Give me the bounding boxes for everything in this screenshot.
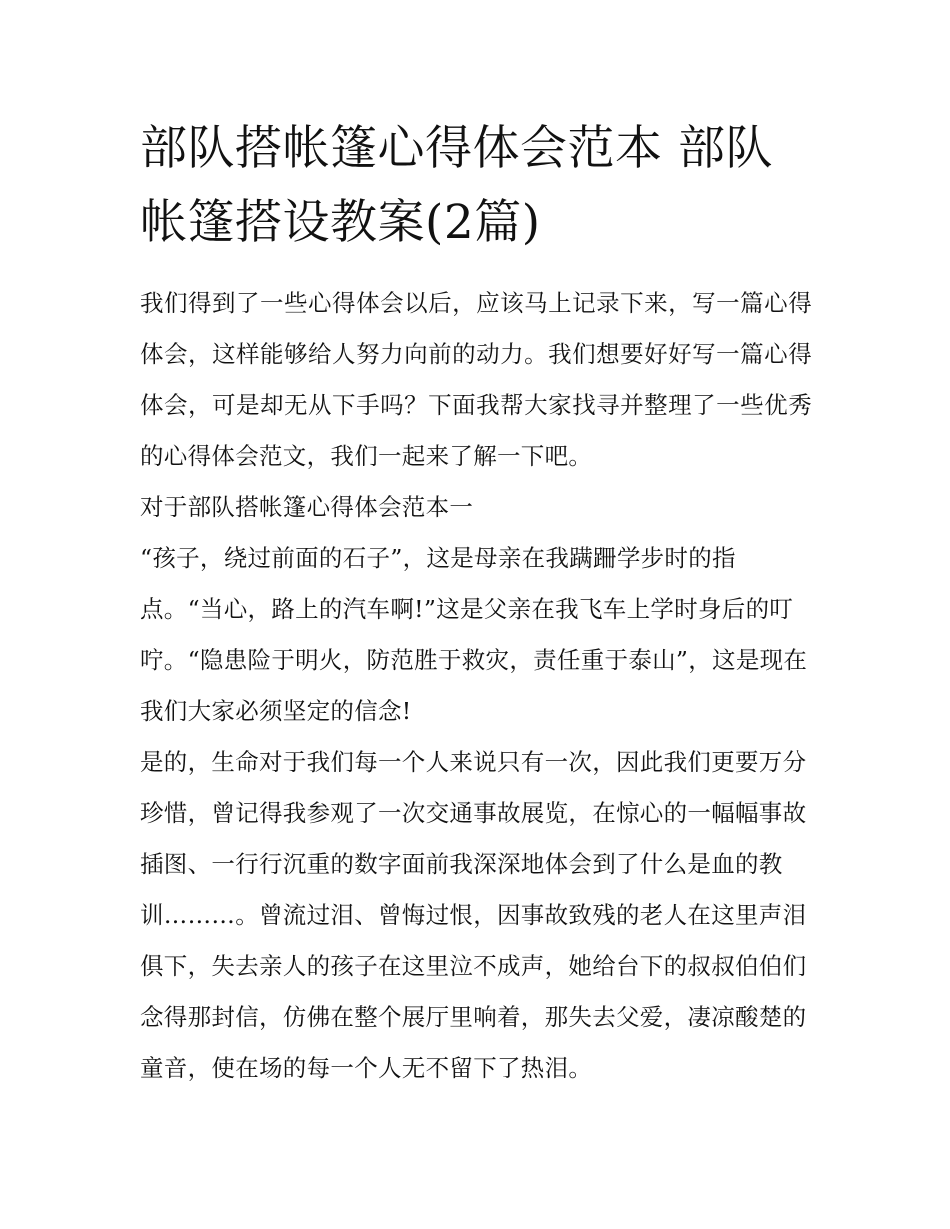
body-paragraph-2: 是的，生命对于我们每一个人来说只有一次，因此我们更要万分珍惜，曾记得我参观了一次交通事故展览，在惊心的一幅幅事故插图、一行行沉重的数字面前我深深地体会到了什么是血的教训………。曾流过泪、曾悔过恨，因事故致残的老人在这里声泪俱下，失去亲人的孩子在这里泣不成声，她给台下的叔叔伯伯们念得那封信，仿佛在整个展厅里响着，那失去父爱，凄凉酸楚的童音，使在场的每一个人无不留下了热泪。: [140, 748, 807, 1082]
intro-paragraph: 我们得到了一些心得体会以后，应该马上记录下来，写一篇心得体会，这样能够给人努力向前的动力。我们想要好好写一篇心得体会，可是却无从下手吗？下面我帮大家找寻并整理了一些优秀的心得体会范文，我们一起来了解一下吧。: [140, 289, 812, 470]
body-paragraph-1: “孩子，绕过前面的石子”，这是母亲在我蹒跚学步时的指点。“当心，路上的汽车啊!”这是父亲在我飞车上学时身后的叮咛。“隐患险于明火，防范胜于救灾，责任重于泰山”，这是现在我们大家必须坚定的信念!: [140, 544, 808, 725]
document-page: [140, 112, 812, 1094]
document-title: 部队搭帐篷心得体会范本 部队帐篷搭设教案(2篇): [140, 121, 773, 250]
section-heading: 对于部队搭帐篷心得体会范本一: [140, 493, 474, 521]
